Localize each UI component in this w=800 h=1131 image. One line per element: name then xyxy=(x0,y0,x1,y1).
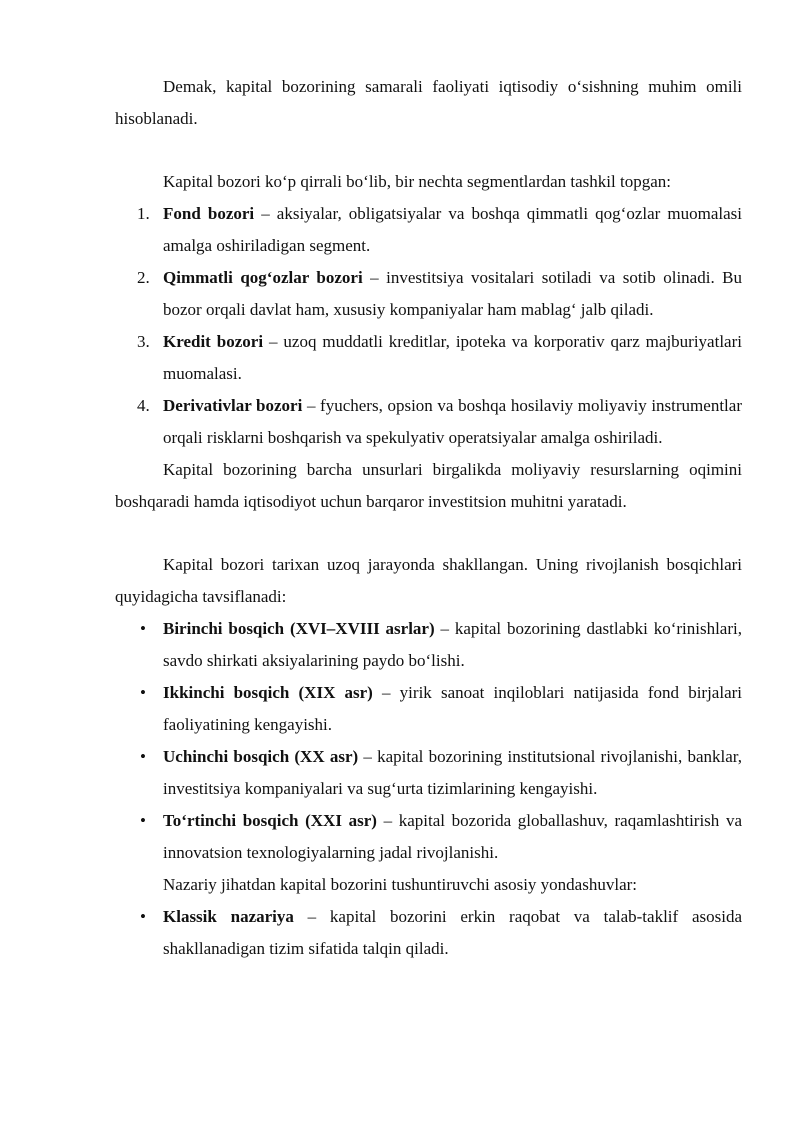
segment-description: – uzoq muddatli kreditlar, ipoteka va korporativ qarz majburiyatlari muomalasi. xyxy=(163,332,742,383)
theory-description: – kapital bozorini erkin raqobat va talab-taklif asosida shakllanadigan tizim sifatida talqin qiladi. xyxy=(163,907,742,958)
list-item xyxy=(115,262,742,326)
stage-term: Uchinchi bosqich (XX asr) xyxy=(163,747,359,766)
bullet-icon: • xyxy=(140,811,146,830)
segment-description: – investitsiya vositalari sotiladi va sotib olinadi. Bu bozor orqali davlat ham, xususiy kompaniyalar ham mablag‘ jalb qiladi. xyxy=(163,268,742,319)
list-item xyxy=(115,901,742,965)
document-page xyxy=(115,71,742,965)
paragraph-summary: Kapital bozorining barcha unsurlari birgalikda moliyaviy resurslarning oqimini boshqaradi hamda iqtisodiyot uchun barqaror investitsion muhitni yaratadi. xyxy=(115,460,742,511)
segments-list xyxy=(115,198,742,454)
segment-term: Derivativlar bozori xyxy=(163,396,303,415)
stage-term: To‘rtinchi bosqich (XXI asr) xyxy=(163,811,377,830)
segment-description: – aksiyalar, obligatsiyalar va boshqa qimmatli qog‘ozlar muomalasi amalga oshiriladigan segment. xyxy=(163,204,742,255)
list-number: 2. xyxy=(137,268,150,287)
paragraph-gap xyxy=(115,518,742,549)
list-item xyxy=(115,677,742,741)
stage-term: Birinchi bosqich (XVI–XVIII asrlar) xyxy=(163,619,435,638)
paragraph-history-intro: Kapital bozori tarixan uzoq jarayonda shakllangan. Uning rivojlanish bosqichlari quyidagicha tavsiflanadi: xyxy=(115,555,742,606)
list-number: 3. xyxy=(137,332,150,351)
list-item xyxy=(115,198,742,262)
stage-description: – kapital bozorida globallashuv, raqamlashtirish va innovatsion texnologiyalarning jadal rivojlanishi. xyxy=(163,811,743,862)
paragraph-conclusion: Demak, kapital bozorining samarali faoliyati iqtisodiy o‘sishning muhim omili hisoblanadi. xyxy=(115,77,742,128)
paragraph-gap xyxy=(115,135,742,166)
list-item xyxy=(115,390,742,454)
bullet-icon: • xyxy=(140,619,146,638)
bullet-icon: • xyxy=(140,907,146,926)
list-item xyxy=(115,613,742,677)
list-item xyxy=(115,741,742,805)
paragraph-theories-intro: Nazariy jihatdan kapital bozorini tushuntiruvchi asosiy yondashuvlar: xyxy=(163,875,637,894)
stage-term: Ikkinchi bosqich (XIX asr) xyxy=(163,683,373,702)
list-number: 1. xyxy=(137,204,150,223)
theories-list xyxy=(115,901,742,965)
list-number: 4. xyxy=(137,396,150,415)
stage-description: – kapital bozorining institutsional rivojlanishi, banklar, investitsiya kompaniyalari va sug‘urta tizimlarining kengayishi. xyxy=(163,747,743,798)
bullet-icon: • xyxy=(140,747,146,766)
stage-description: – kapital bozorining dastlabki ko‘rinishlari, savdo shirkati aksiyalarining paydo bo‘lishi. xyxy=(163,619,742,670)
stages-list xyxy=(115,613,742,869)
segment-description: – fyuchers, opsion va boshqa hosilaviy moliyaviy instrumentlar orqali risklarni boshqarish va spekulyativ operatsiyalar amalga oshiriladi. xyxy=(163,396,742,447)
bullet-icon: • xyxy=(140,683,146,702)
segment-term: Kredit bozori xyxy=(163,332,264,351)
paragraph-segments-intro: Kapital bozori ko‘p qirrali bo‘lib, bir nechta segmentlardan tashkil topgan: xyxy=(163,172,671,191)
theory-term: Klassik nazariya xyxy=(163,907,294,926)
list-item xyxy=(115,805,742,869)
list-item xyxy=(115,326,742,390)
segment-term: Fond bozori xyxy=(163,204,255,223)
stage-description: – yirik sanoat inqiloblari natijasida fond birjalari faoliyatining kengayishi. xyxy=(163,683,742,734)
segment-term: Qimmatli qog‘ozlar bozori xyxy=(163,268,363,287)
